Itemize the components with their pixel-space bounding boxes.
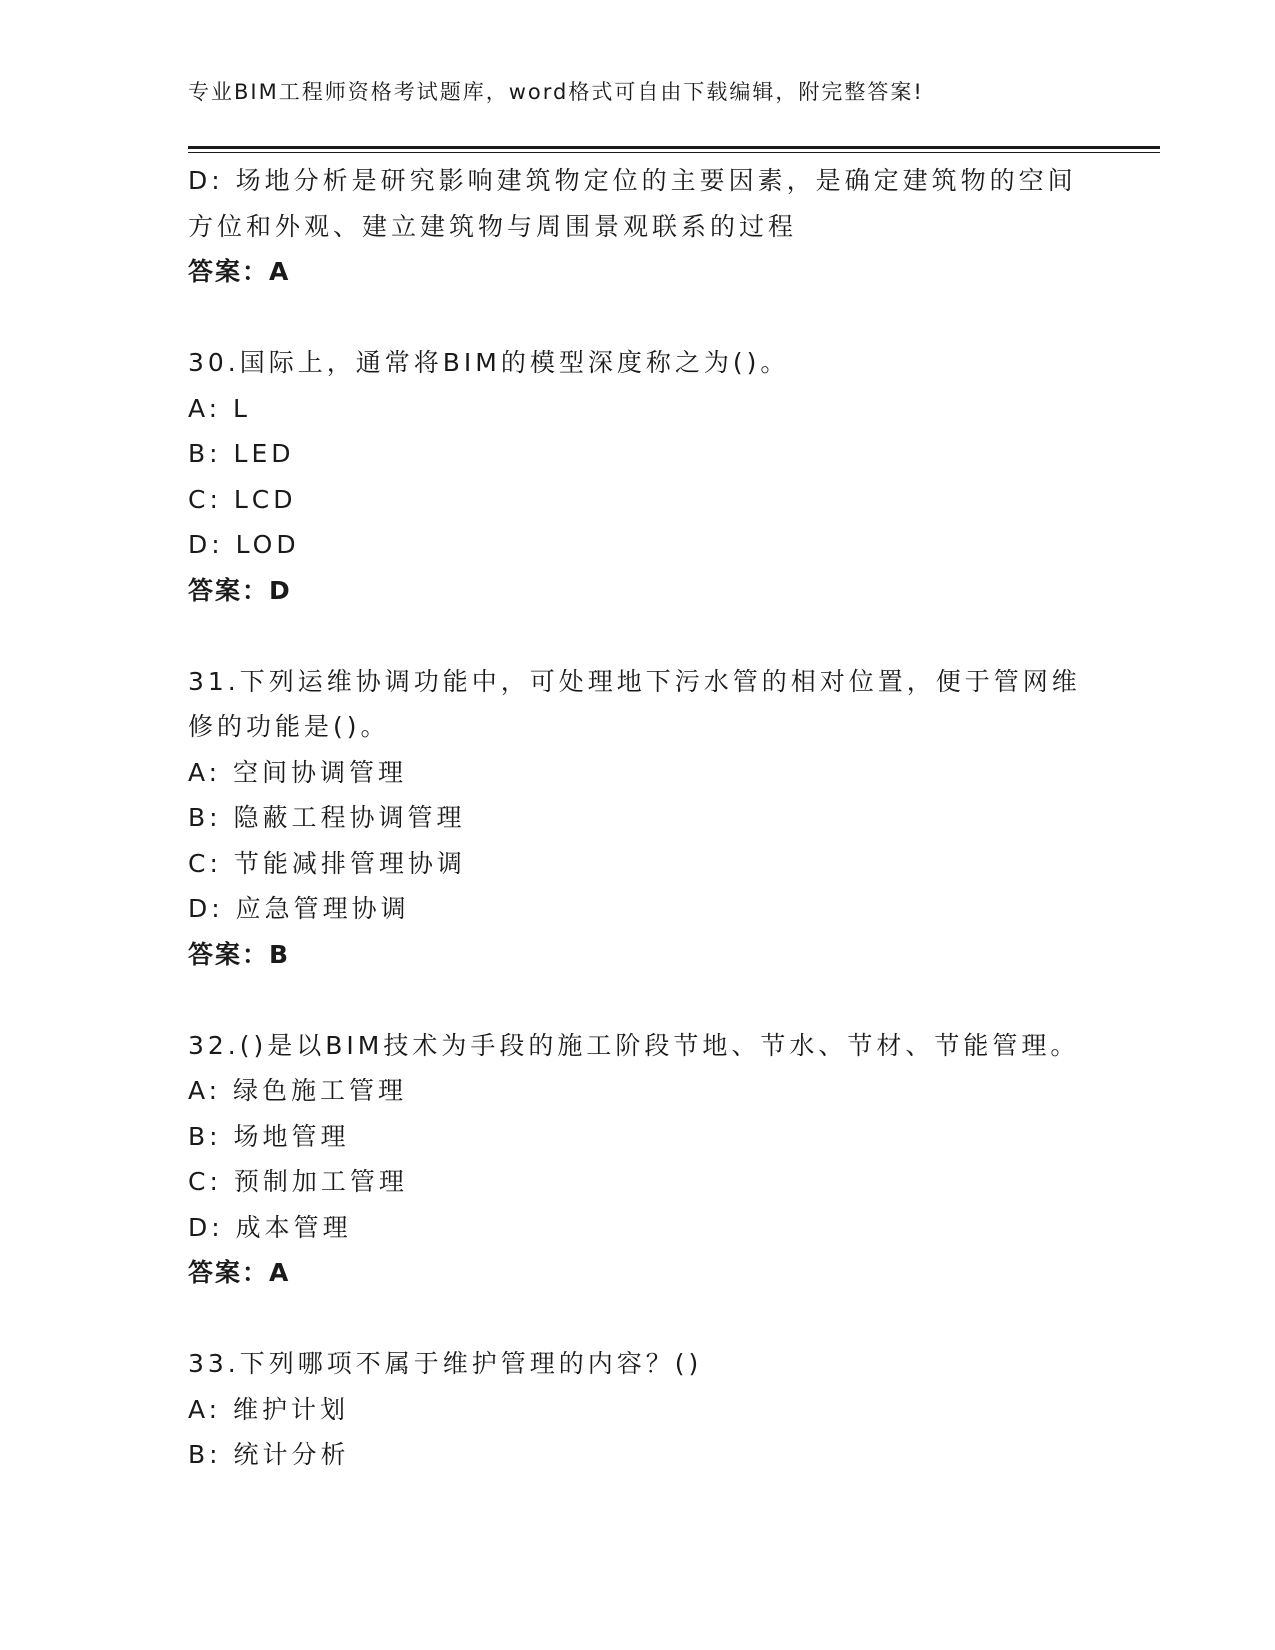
header-rule-thick	[188, 146, 1160, 149]
option-b: B: 统计分析	[188, 1440, 350, 1469]
option-a: A: 维护计划	[188, 1394, 350, 1424]
answer-line: 答案：A	[188, 1258, 291, 1287]
question-33	[188, 1341, 1088, 1478]
option-b: B: LED	[188, 439, 295, 468]
option-d: D: 应急管理协调	[188, 894, 410, 923]
option-text: D: 场地分析是研究影响建筑物定位的主要因素，是确定建筑物的空间	[188, 166, 1077, 195]
spacer	[188, 1296, 1088, 1342]
option-a: A: L	[188, 393, 251, 423]
spacer	[188, 613, 1088, 659]
question-stem: 31.下列运维协调功能中，可处理地下污水管的相对位置，便于管网维	[188, 666, 1081, 696]
answer-line: 答案：B	[188, 939, 291, 969]
question-32	[188, 1023, 1088, 1296]
answer-line: 答案：A	[188, 257, 291, 286]
spacer	[188, 977, 1088, 1023]
question-stem-continued: 修的功能是()。	[188, 712, 390, 741]
option-b: B: 隐蔽工程协调管理	[188, 803, 466, 832]
question-31	[188, 659, 1088, 978]
option-b: B: 场地管理	[188, 1121, 350, 1151]
option-c: C: LCD	[188, 484, 297, 514]
option-c: C: 预制加工管理	[188, 1167, 408, 1196]
option-d: D: 成本管理	[188, 1212, 352, 1242]
option-c: C: 节能减排管理协调	[188, 848, 466, 878]
question-30	[188, 340, 1088, 613]
lead-question-tail	[188, 158, 1088, 295]
question-stem: 32.()是以BIM技术为手段的施工阶段节地、节水、节材、节能管理。	[188, 1030, 1080, 1060]
answer-line: 答案：D	[188, 575, 292, 605]
option-d: D: LOD	[188, 530, 300, 559]
question-stem: 30.国际上，通常将BIM的模型深度称之为()。	[188, 348, 790, 377]
option-a: A: 空间协调管理	[188, 757, 408, 787]
page-header: 专业BIM工程师资格考试题库，word格式可自由下载编辑，附完整答案!	[188, 80, 924, 104]
spacer	[188, 295, 1088, 341]
question-stem: 33.下列哪项不属于维护管理的内容？()	[188, 1349, 703, 1378]
header-rule-thin	[188, 152, 1160, 153]
document-body	[188, 158, 1088, 1478]
option-text: 方位和外观、建立建筑物与周围景观联系的过程	[188, 211, 798, 241]
option-a: A: 绿色施工管理	[188, 1076, 408, 1105]
